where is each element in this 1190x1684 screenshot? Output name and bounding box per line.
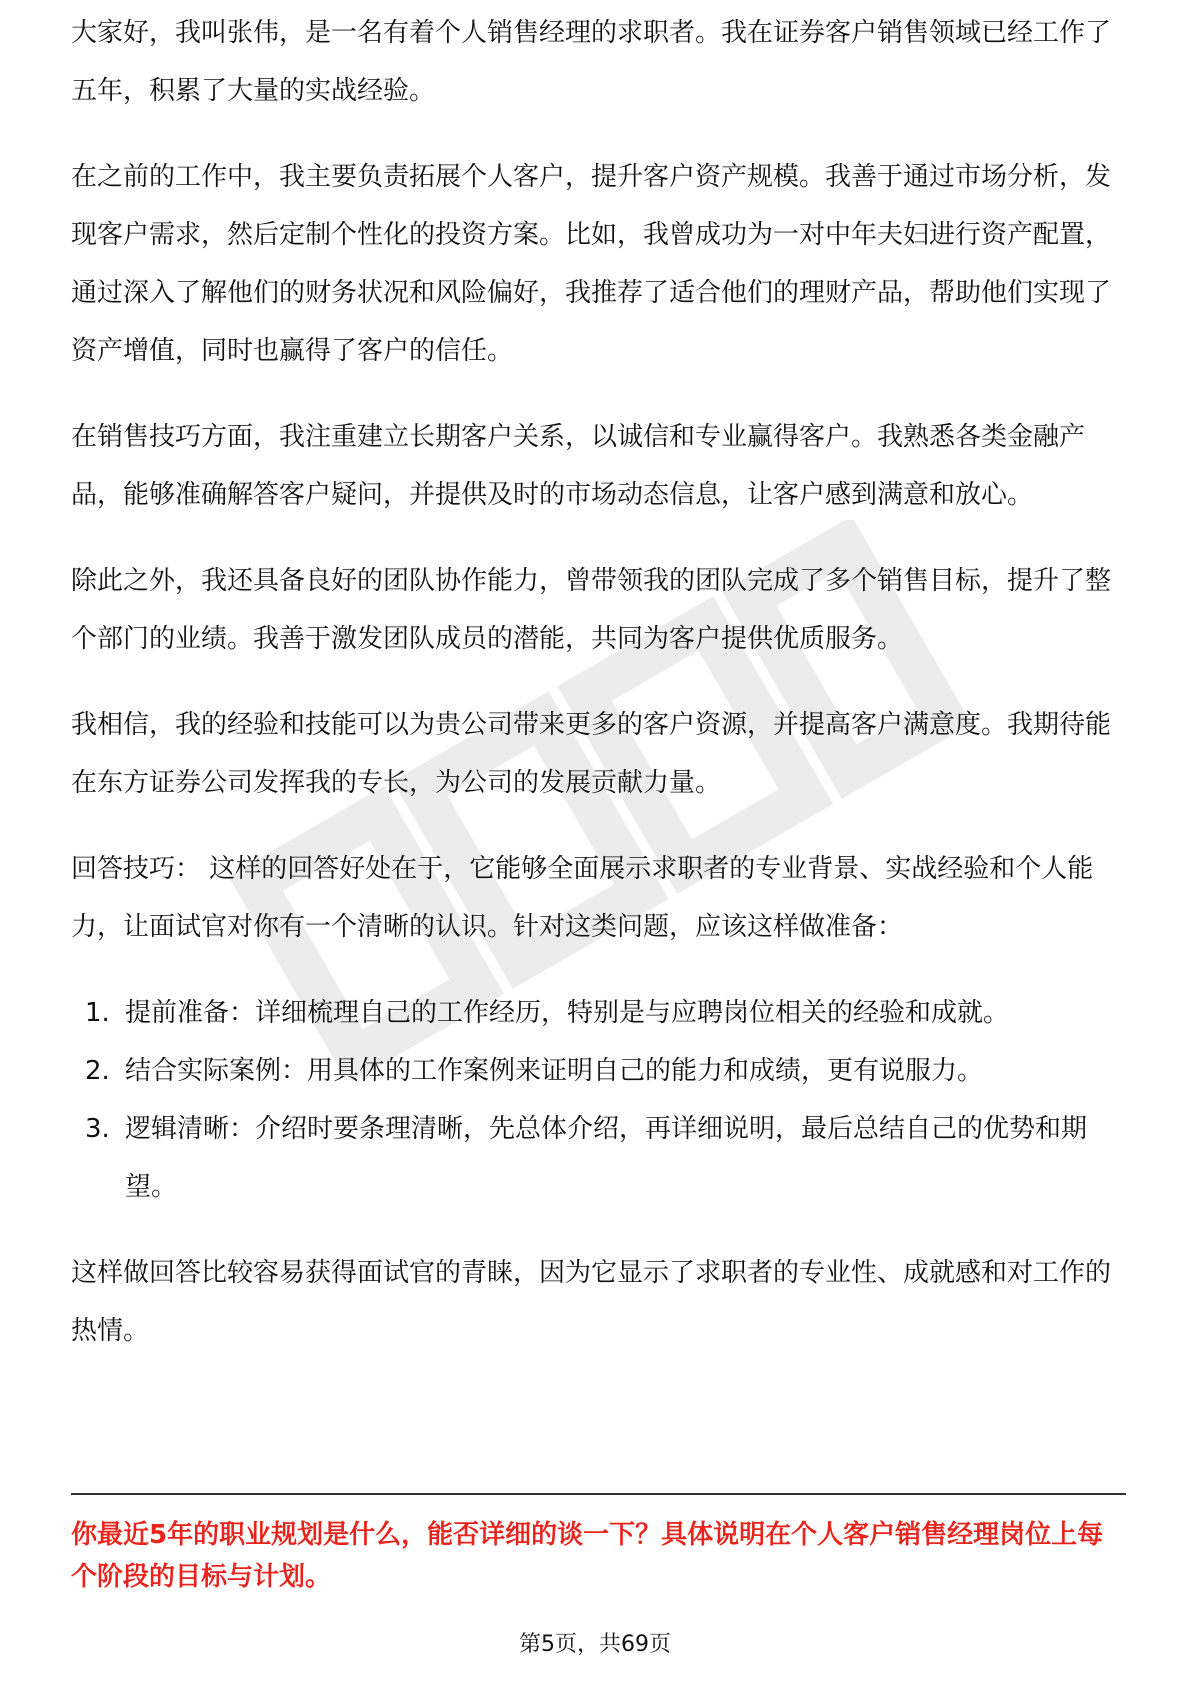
list-number: 1. <box>85 998 110 1028</box>
closing-paragraph: 这样做回答比较容易获得面试官的青睐，因为它显示了求职者的专业性、成就感和对工作的热情。 <box>71 1258 1112 1346</box>
list-text: 逻辑清晰：介绍时要条理清晰，先总体介绍，再详细说明，最后总结自己的优势和期望。 <box>125 1114 1088 1202</box>
list-text: 提前准备：详细梳理自己的工作经历，特别是与应聘岗位相关的经验和成就。 <box>125 998 1010 1028</box>
sales-skills-paragraph: 在销售技巧方面，我注重建立长期客户关系，以诚信和专业赢得客户。我熟悉各类金融产品，能够准确解答客户疑问，并提供及时的市场动态信息，让客户感到满意和放心。 <box>71 422 1086 510</box>
next-question-heading: 你最近5年的职业规划是什么，能否详细的谈一下？具体说明在个人客户销售经理岗位上每个阶段的目标与计划。 <box>71 1520 1104 1592</box>
list-text: 结合实际案例：用具体的工作案例来证明自己的能力和成绩，更有说服力。 <box>125 1056 984 1086</box>
tips-list <box>71 984 1126 1216</box>
intro-paragraph: 大家好，我叫张伟，是一名有着个人销售经理的求职者。我在证券客户销售领域已经工作了五年，积累了大量的实战经验。 <box>71 18 1112 106</box>
section-divider <box>71 1493 1126 1495</box>
list-item <box>71 1100 1126 1216</box>
experience-paragraph: 在之前的工作中，我主要负责拓展个人客户，提升客户资产规模。我善于通过市场分析，发现客户需求，然后定制个性化的投资方案。比如，我曾成功为一对中年夫妇进行资产配置，通过深入了解他们的财务状况和风险偏好，我推荐了适合他们的理财产品，帮助他们实现了资产增值，同时也赢得了客户的信任。 <box>71 162 1112 366</box>
page-footer: 第5页，共69页 <box>519 1632 671 1657</box>
conclusion-paragraph: 我相信，我的经验和技能可以为贵公司带来更多的客户资源，并提高客户满意度。我期待能在东方证券公司发挥我的专长，为公司的发展贡献力量。 <box>71 710 1112 798</box>
teamwork-paragraph: 除此之外，我还具备良好的团队协作能力，曾带领我的团队完成了多个销售目标，提升了整个部门的业绩。我善于激发团队成员的潜能，共同为客户提供优质服务。 <box>71 566 1112 654</box>
list-item <box>71 1042 1126 1100</box>
document-body <box>71 18 1126 1388</box>
answer-tips-paragraph: 回答技巧： 这样的回答好处在于，它能够全面展示求职者的专业背景、实战经验和个人能力，让面试官对你有一个清晰的认识。针对这类问题，应该这样做准备： <box>71 854 1094 942</box>
list-number: 2. <box>85 1056 110 1086</box>
list-item <box>71 984 1126 1042</box>
list-number: 3. <box>85 1114 110 1144</box>
